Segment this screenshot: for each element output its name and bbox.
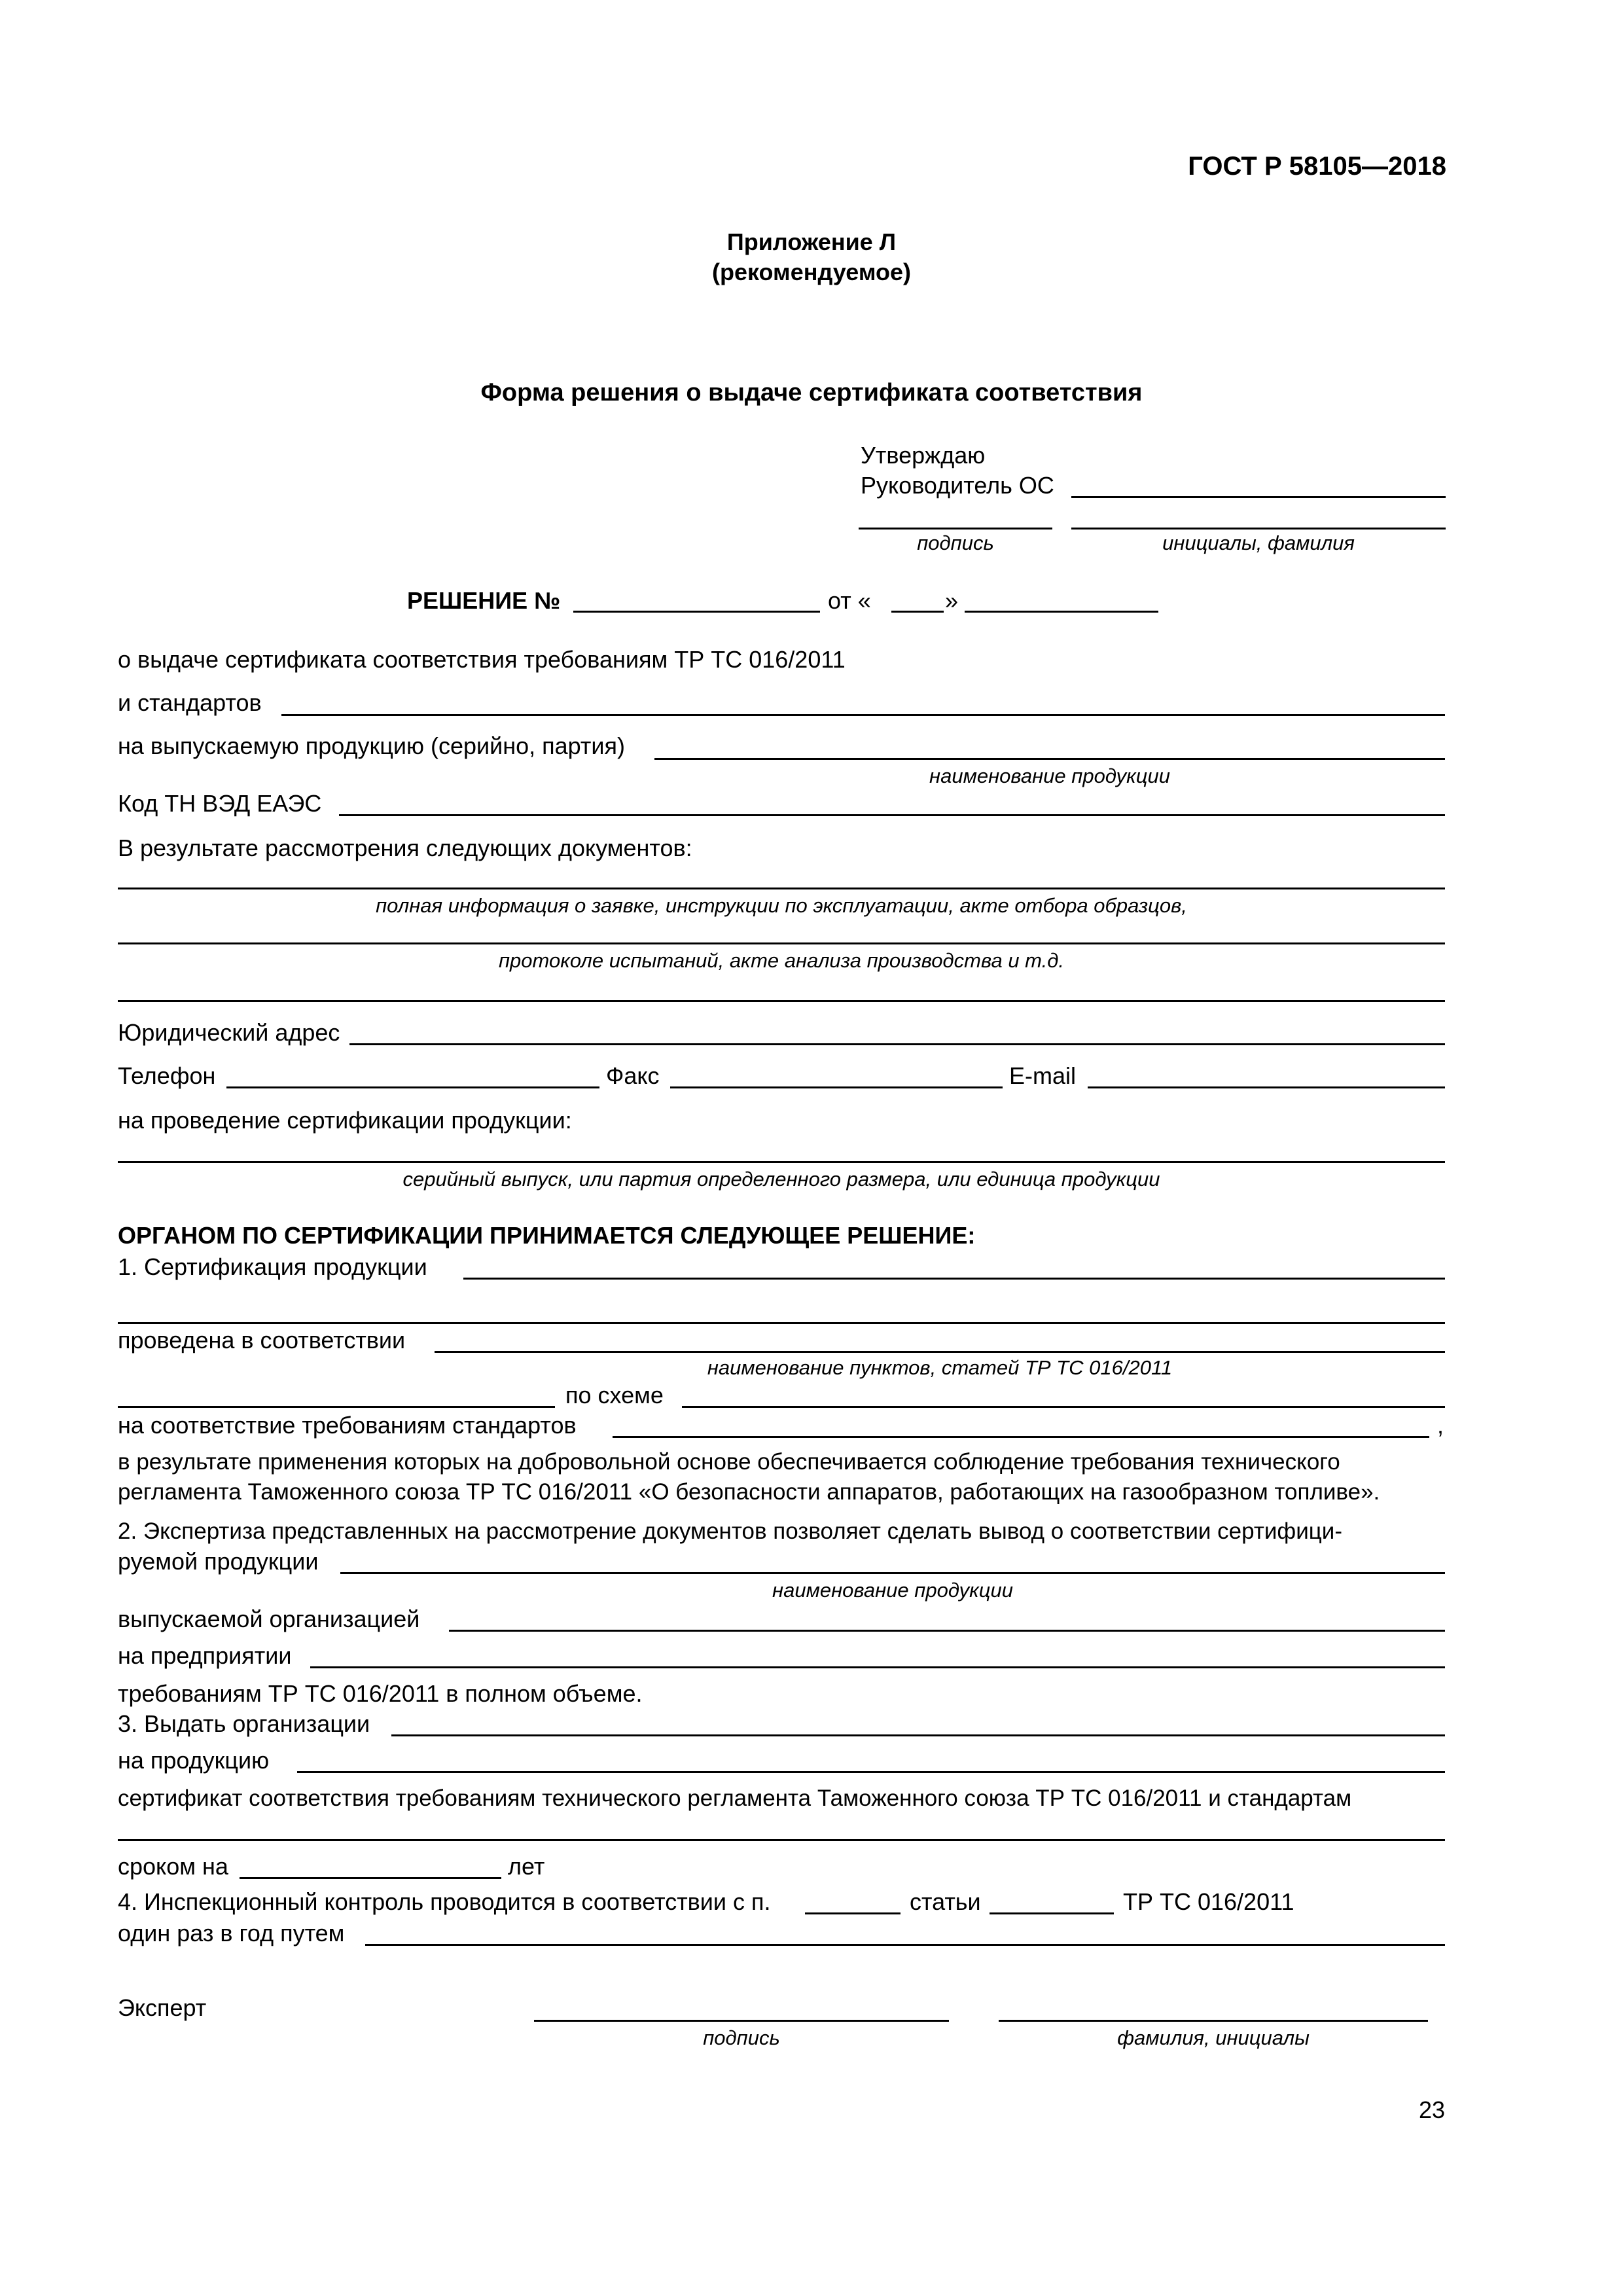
p3-product-label: на продукцию [118,1747,270,1774]
p2-text-1: 2. Экспертиза представленных на рассмотрение документов позволяет сделать вывод о соответствии сертифици- [118,1518,1343,1544]
appendix-subtitle: (рекомендуемое) [712,259,911,285]
docs-field-3[interactable] [118,1000,1445,1002]
p1-done-label: проведена в соответствии [118,1327,406,1354]
phone-field[interactable] [226,1086,599,1088]
issue-line: о выдаче сертификата соответствия требованиям ТР ТС 016/2011 [118,646,846,673]
doc-code: ГОСТ Р 58105—2018 [1188,152,1446,181]
head-name-line[interactable] [1071,496,1446,498]
decision-number-field[interactable] [573,611,820,613]
approve-label: Утверждаю [861,442,986,469]
tn-ved-label: Код ТН ВЭД ЕАЭС [118,790,322,817]
p3-issue-label: 3. Выдать организации [118,1710,370,1737]
decision-date-field[interactable] [965,611,1158,613]
cert-for-label: на проведение сертификации продукции: [118,1107,572,1134]
p2-full-text: требованиям ТР ТС 016/2011 в полном объеме. [118,1680,643,1707]
p4-label-a: 4. Инспекционный контроль проводится в соответствии с п. [118,1888,771,1915]
docs-review-label: В результате рассмотрения следующих документов: [118,834,692,861]
p3-term-field[interactable] [240,1877,501,1879]
p1-standards-label: на соответствие требованиям стандартов [118,1412,577,1439]
appendix-title: Приложение Л [726,228,897,255]
standards-label: и стандартов [118,689,262,716]
p1-comma: , [1437,1412,1444,1439]
p2-org-field[interactable] [449,1630,1445,1632]
p2-product-field[interactable] [340,1572,1445,1574]
decision-label: РЕШЕНИЕ № [407,587,561,614]
p4-once-label: один раз в год путем [118,1920,345,1946]
p3-issue-field[interactable] [391,1734,1445,1736]
p4-article-field[interactable] [990,1912,1114,1914]
p3-product-field[interactable] [297,1771,1445,1773]
expert-signature-caption: подпись [703,2026,780,2049]
p1-field-2[interactable] [118,1322,1445,1324]
phone-label: Телефон [118,1062,216,1089]
p4-once-field[interactable] [365,1944,1445,1946]
decision-from: от « [828,587,871,614]
p1-text-1: в результате применения которых на добровольной основе обеспечивается соблюдение требования технического [118,1449,1340,1475]
p2-plant-field[interactable] [310,1666,1445,1668]
legal-address-field[interactable] [349,1043,1445,1045]
p2-plant-label: на предприятии [118,1642,292,1669]
p1-field[interactable] [463,1278,1445,1280]
p1-label: 1. Сертификация продукции [118,1253,427,1280]
page-number: 23 [1418,2096,1445,2123]
p4-label-b: статьи [910,1888,981,1915]
p3-cert-field[interactable] [118,1839,1445,1841]
docs-field-1[interactable] [118,888,1445,889]
cert-caption: серийный выпуск, или партия определенного размера, или единица продукции [402,1168,1160,1191]
form-title: Форма решения о выдаче сертификата соответствия [480,379,1143,406]
decision-quote-close: » [945,587,959,614]
expert-label: Эксперт [118,1994,207,2021]
docs-field-2[interactable] [118,942,1445,944]
p1-scheme-label: по схеме [565,1382,664,1408]
email-field[interactable] [1088,1086,1445,1088]
decision-day-field[interactable] [891,611,944,613]
head-label: Руководитель ОС [861,472,1054,499]
p1-done-caption: наименование пунктов, статей ТР ТС 016/2011 [707,1356,1173,1379]
expert-name-line[interactable] [999,2020,1428,2022]
fax-label: Факс [606,1062,660,1089]
p1-text-2: регламента Таможенного союза ТР ТС 016/2011 «О безопасности аппаратов, работающих на газообразном топливе». [118,1479,1380,1505]
standards-field[interactable] [281,714,1445,716]
p3-years-label: лет [508,1853,545,1880]
fax-field[interactable] [670,1086,1003,1088]
p1-scheme-pre-field[interactable] [118,1406,555,1408]
product-caption: наименование продукции [929,764,1170,787]
p1-done-field[interactable] [435,1351,1445,1353]
p2-text-2: руемой продукции [118,1548,319,1575]
p2-org-label: выпускаемой организацией [118,1605,420,1632]
p4-label-c: ТР ТС 016/2011 [1123,1888,1294,1915]
p2-product-caption: наименование продукции [772,1579,1013,1602]
decision-heading: ОРГАНОМ ПО СЕРТИФИКАЦИИ ПРИНИМАЕТСЯ СЛЕДУЮЩЕЕ РЕШЕНИЕ: [118,1222,976,1249]
p1-scheme-field[interactable] [682,1406,1445,1408]
expert-name-caption: фамилия, инициалы [1117,2026,1310,2049]
email-label: E-mail [1009,1062,1077,1089]
p4-point-field[interactable] [805,1912,901,1914]
product-field[interactable] [654,758,1445,760]
expert-signature-line[interactable] [534,2020,949,2022]
p3-term-label: сроком на [118,1853,228,1880]
cert-for-field[interactable] [118,1161,1445,1163]
tn-ved-field[interactable] [339,814,1445,816]
docs-caption-1: полная информация о заявке, инструкции по эксплуатации, акте отбора образцов, [376,894,1187,917]
product-label: на выпускаемую продукцию (серийно, партия) [118,732,625,759]
legal-address-label: Юридический адрес [118,1019,340,1046]
docs-caption-2: протоколе испытаний, акте анализа производства и т.д. [498,949,1065,972]
initials-caption: инициалы, фамилия [1162,531,1355,554]
p1-standards-field[interactable] [613,1436,1429,1438]
p3-cert-text: сертификат соответствия требованиям технического регламента Таможенного союза ТР ТС 016/2011 и стандартам [118,1785,1352,1811]
signature-caption: подпись [917,531,994,554]
